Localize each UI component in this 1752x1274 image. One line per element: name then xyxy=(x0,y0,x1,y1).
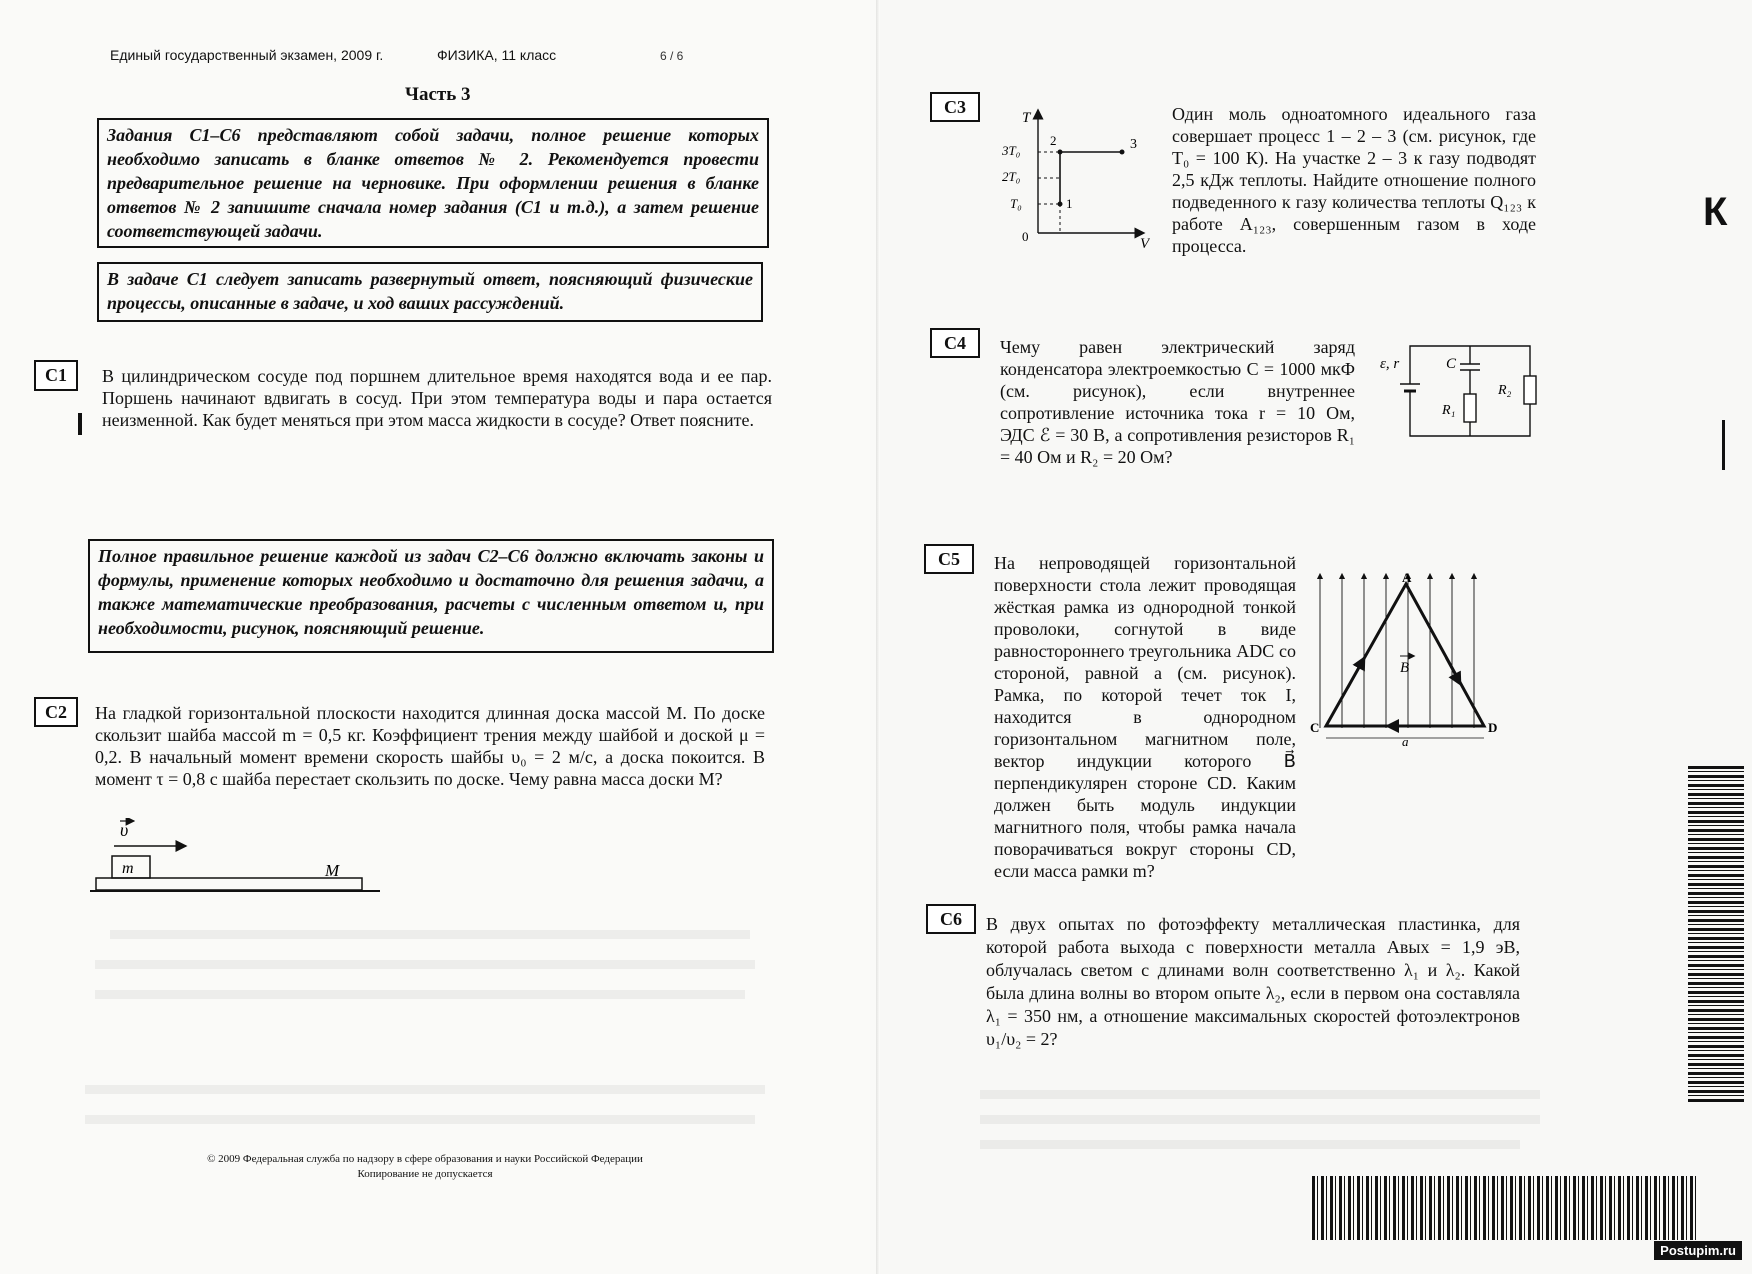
c3-t-axis-label: T xyxy=(1022,110,1031,126)
watermark: Postupim.ru xyxy=(1654,1241,1742,1260)
task-c3-text: Один моль одноатомного идеального газа совершает процесс 1 – 2 – 3 (см. рисунок, где T₀ = 100 К). На участке 2 – 3 к газу подводят 2,5 кДж теплоты. Найдите отношение полного подведенного к газу количества теплоты Q₁₂₃ к работе A₁₂₃, совершенным газом в ходе процесса. xyxy=(1172,104,1536,256)
task-c1-text: В цилиндрическом сосуде под поршнем длительное время находятся вода и ее пар. Поршень начинают вдвигать в сосуд. При этом температура воды и пара остается неизменной. Как будет меняться при этом масса жидкости в сосуде? Ответ поясните. xyxy=(102,366,772,430)
right-page xyxy=(880,0,1752,1274)
footer-copyright: © 2009 Федеральная служба по надзору в сфере образования и науки Российской Федерации xyxy=(207,1153,643,1165)
c4-r2-label: R₂ xyxy=(1498,383,1512,398)
c3-point-2 xyxy=(1058,150,1063,155)
c2-puck-board-figure xyxy=(90,818,390,896)
c5-side-label: a xyxy=(1402,734,1409,748)
task-c6-text: В двух опытах по фотоэффекту металлическая пластинка, для которой работа выхода с поверхности металла Aвых = 1,9 эВ, облучалась светом с длинами волн соответственно λ₁ и λ₂. Какой была длина волны во втором опыте λ₂, если в первом она составляла λ₁ = 350 нм, а отношение максимальных скоростей фотоэлектронов υ₁/υ₂ = 2? xyxy=(986,914,1520,1049)
task-label-c6: C6 xyxy=(926,904,976,934)
side-barcode xyxy=(1688,766,1744,1102)
task-c2-text: На гладкой горизонтальной плоскости находится длинная доска массой M. По доске скользит шайба массой m = 0,5 кг. Коэффициент трения между шайбой и доской μ = 0,2. В начальный момент времени скорость шайбы υ₀ = 2 м/с, а доска покоится. В момент τ = 0,8 с шайба перестает скользить по доске. Чему равна масса доски M? xyxy=(95,703,765,789)
general-instructions-box: Задания С1–С6 представляют собой задачи, полное решение которых необходимо записать в бланке ответов № 2. Рекомендуется провести предварительное решение на черновике. При оформлении решения в бланке ответов № 2 запишите сначала номер задания (С1 и т.д.), а затем решение соответствующей задачи. xyxy=(97,118,769,248)
c3-tick-t0: T₀ xyxy=(1010,196,1022,211)
c3-label-2: 2 xyxy=(1050,133,1057,148)
c4-r1-label: R₁ xyxy=(1442,403,1456,418)
c5-triangle-frame-figure xyxy=(1300,568,1500,748)
c3-tick-3t0: 3T₀ xyxy=(1002,143,1021,158)
c4-cap-label: C xyxy=(1446,356,1457,372)
c1-instructions-box: В задаче С1 следует записать развернутый ответ, поясняющий физические процессы, описанные в задаче, и ход ваших рассуждений. xyxy=(97,262,763,322)
bottom-barcode xyxy=(1312,1176,1696,1240)
c3-point-1 xyxy=(1058,202,1063,207)
c5-vertex-d: D xyxy=(1488,720,1498,735)
c5-vertex-a: A xyxy=(1402,570,1412,585)
c2-board-label: M xyxy=(325,861,340,880)
c5-current-arrow-left xyxy=(1348,662,1362,688)
c4-source-label: ε, r xyxy=(1380,356,1400,372)
footer xyxy=(145,1152,705,1182)
task-label-c1: C1 xyxy=(34,360,78,391)
c4-resistor-r2 xyxy=(1524,376,1536,404)
c3-tv-diagram xyxy=(1000,108,1150,248)
exam-header: Единый государственный экзамен, 2009 г. xyxy=(110,47,384,63)
page-number: 6 / 6 xyxy=(660,49,684,63)
c2-puck-label: m xyxy=(122,860,134,877)
subject-header: ФИЗИКА, 11 класс xyxy=(437,47,557,63)
side-mark: К xyxy=(1703,190,1728,234)
task-c5-text: На непроводящей горизонтальной поверхности стола лежит проводящая жёсткая рамка из однородной тонкой проволоки, согнутой в виде равностороннего треугольника ADC со стороной, равной a (см. рисунок). Рамка, по которой течет ток I, находится в однородном горизонтальном магнитном поле, вектор индукции которого B⃗ перпендикулярен стороне CD. Каким должен быть модуль индукции магнитного поля, чтобы рамка начала поворачиваться вокруг стороны CD, если масса рамки m? xyxy=(994,553,1296,881)
side-rule xyxy=(1722,420,1725,470)
task-label-c5: C5 xyxy=(924,544,974,574)
task-c4-text: Чему равен электрический заряд конденсатора электроемкостью C = 1000 мкФ (см. рисунок), если внутреннее сопротивление источника тока r = 10 Ом, ЭДС ℰ = 30 В, а сопротивления резисторов R₁ = 40 Ом и R₂ = 20 Ом? xyxy=(1000,337,1355,467)
c3-tick-2t0: 2T₀ xyxy=(1002,169,1021,184)
c2-c6-instructions-box: Полное правильное решение каждой из задач С2–С6 должно включать законы и формулы, применение которых необходимо и достаточно для решения задачи, а также математические преобразования, расчеты с численным ответом и, при необходимости, рисунок, поясняющий решение. xyxy=(88,539,774,653)
scan-mark xyxy=(78,413,82,435)
c2-velocity-label: υ xyxy=(120,820,129,840)
part-title: Часть 3 xyxy=(405,84,471,105)
c5-b-label: B xyxy=(1400,660,1410,676)
task-label-c2: C2 xyxy=(34,697,78,727)
c4-circuit-diagram xyxy=(1380,336,1540,446)
c3-origin-label: 0 xyxy=(1022,229,1029,244)
c2-board xyxy=(96,878,362,890)
c3-v-axis-label: V xyxy=(1140,236,1150,248)
task-label-c3: C3 xyxy=(930,92,980,122)
c3-label-3: 3 xyxy=(1130,137,1137,152)
c5-vertex-c: C xyxy=(1310,720,1320,735)
c5-triangle-frame xyxy=(1326,584,1484,726)
c3-point-3 xyxy=(1120,150,1125,155)
c3-label-1: 1 xyxy=(1066,196,1073,211)
c4-resistor-r1 xyxy=(1464,394,1476,422)
footer-copy-notice: Копирование не допускается xyxy=(357,1168,493,1180)
task-label-c4: C4 xyxy=(930,328,980,358)
